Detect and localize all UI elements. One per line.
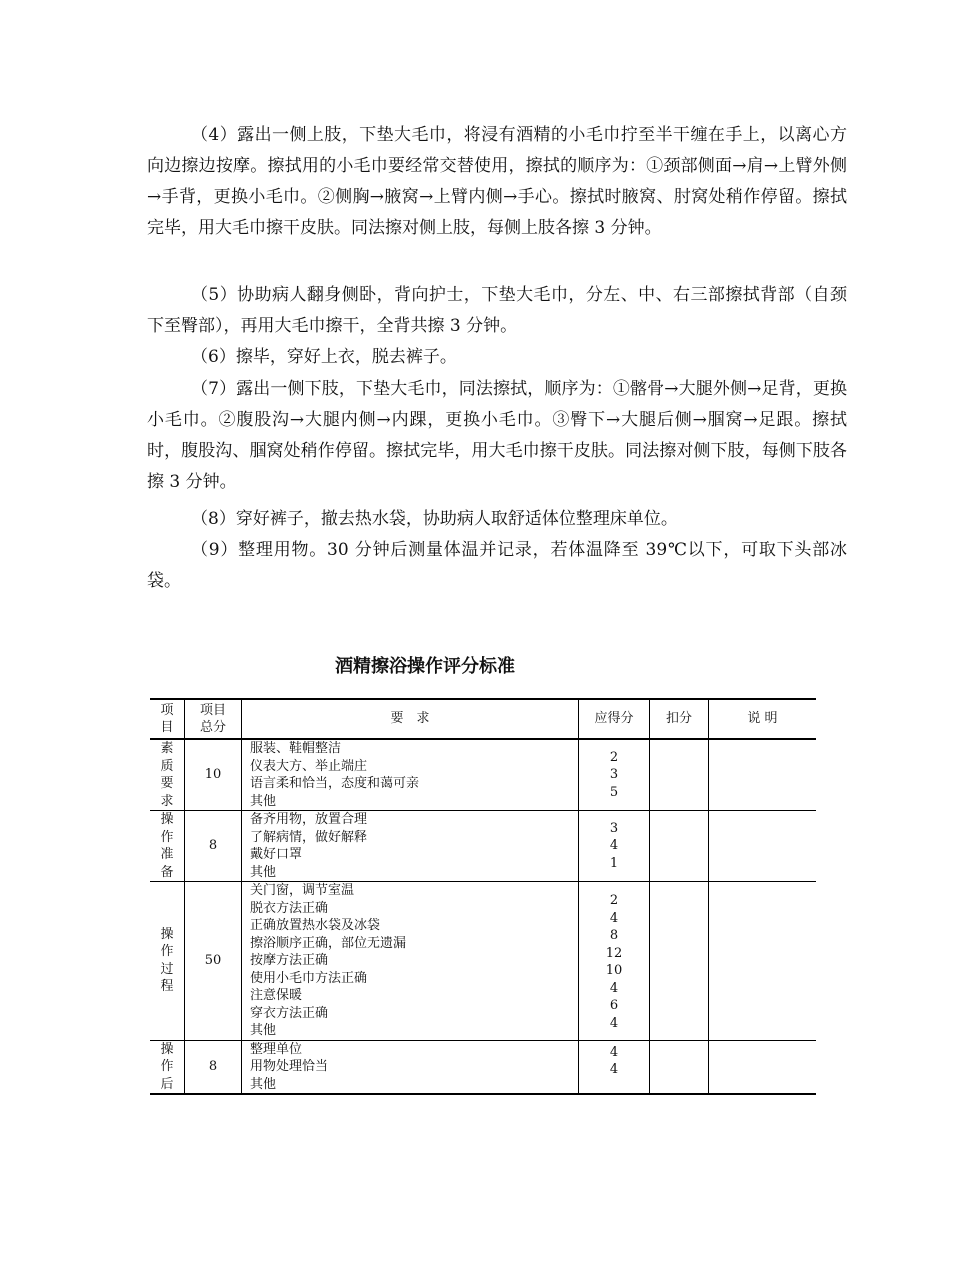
row-deduct bbox=[650, 811, 709, 882]
row-total: 8 bbox=[185, 1040, 242, 1094]
row-deduct bbox=[650, 882, 709, 1041]
row-item-label: 素 质 要 求 bbox=[150, 739, 185, 811]
row-scores: 2 3 5 bbox=[579, 739, 650, 811]
row-scores: 4 4 bbox=[579, 1040, 650, 1094]
row-scores: 2 4 8 12 10 4 6 4 bbox=[579, 882, 650, 1041]
row-note bbox=[709, 811, 817, 882]
row-total: 8 bbox=[185, 811, 242, 882]
table-title: 酒精擦浴操作评分标准 bbox=[335, 656, 515, 677]
table-row bbox=[150, 811, 816, 882]
row-requirements: 备齐用物，放置合理 了解病情，做好解释 戴好口罩 其他 bbox=[242, 811, 579, 882]
row-item-label: 操 作 准 备 bbox=[150, 811, 185, 882]
table-row bbox=[150, 739, 816, 811]
paragraph-4: （4）露出一侧上肢，下垫大毛巾，将浸有酒精的小毛巾拧至半干缠在手上，以离心方向边擦边按摩。擦拭用的小毛巾要经常交替使用，擦拭的顺序为：①颈部侧面→肩→上臂外侧→手背，更换小毛巾。②侧胸→腋窝→上臂内侧→手心。擦拭时腋窝、肘窝处稍作停留。擦拭完毕，用大毛巾擦干皮肤。同法擦对侧上肢，每侧上肢各擦 3 分钟。 bbox=[147, 125, 847, 238]
row-note bbox=[709, 882, 817, 1041]
row-item-label: 操 作 后 bbox=[150, 1040, 185, 1094]
table-header-row bbox=[150, 699, 816, 739]
row-scores: 3 4 1 bbox=[579, 811, 650, 882]
row-deduct bbox=[650, 1040, 709, 1094]
row-total: 50 bbox=[185, 882, 242, 1041]
paragraph-7: （7）露出一侧下肢，下垫大毛巾，同法擦拭，顺序为：①髂骨→大腿外侧→足背，更换小毛巾。②腹股沟→大腿内侧→内踝，更换小毛巾。③臀下→大腿后侧→腘窝→足跟。擦拭时，腹股沟、腘窝处稍作停留。擦拭完毕，用大毛巾擦干皮肤。同法擦对侧下肢，每侧下肢各擦 3 分钟。 bbox=[147, 379, 847, 492]
row-requirements: 服装、鞋帽整洁 仪表大方、举止端庄 语言柔和恰当，态度和蔼可亲 其他 bbox=[242, 739, 579, 811]
row-note bbox=[709, 739, 817, 811]
row-note bbox=[709, 1040, 817, 1094]
header-item: 项 目 bbox=[150, 699, 185, 739]
header-requirement: 要 求 bbox=[242, 699, 579, 739]
row-item-label: 操 作 过 程 bbox=[150, 882, 185, 1041]
table-row bbox=[150, 882, 816, 1041]
row-requirements: 关门窗，调节室温 脱衣方法正确 正确放置热水袋及冰袋 擦浴顺序正确，部位无遗漏 按摩方法正确 使用小毛巾方法正确 注意保暖 穿衣方法正确 其他 bbox=[242, 882, 579, 1041]
header-note: 说 明 bbox=[709, 699, 817, 739]
table-row bbox=[150, 1040, 816, 1094]
paragraph-9: （9）整理用物。30 分钟后测量体温并记录，若体温降至 39℃以下，可取下头部冰袋。 bbox=[147, 540, 847, 591]
header-total: 项目 总分 bbox=[185, 699, 242, 739]
paragraph-8: （8）穿好裤子，撤去热水袋，协助病人取舒适体位整理床单位。 bbox=[191, 509, 678, 529]
header-score: 应得分 bbox=[579, 699, 650, 739]
row-total: 10 bbox=[185, 739, 242, 811]
header-deduct: 扣分 bbox=[650, 699, 709, 739]
row-deduct bbox=[650, 739, 709, 811]
row-requirements: 整理单位 用物处理恰当 其他 bbox=[242, 1040, 579, 1094]
paragraph-6: （6）擦毕，穿好上衣，脱去裤子。 bbox=[191, 347, 457, 367]
paragraph-5: （5）协助病人翻身侧卧，背向护士，下垫大毛巾，分左、中、右三部擦拭背部（自颈下至臀部），再用大毛巾擦干，全背共擦 3 分钟。 bbox=[147, 285, 847, 336]
scoring-table bbox=[150, 698, 816, 1095]
